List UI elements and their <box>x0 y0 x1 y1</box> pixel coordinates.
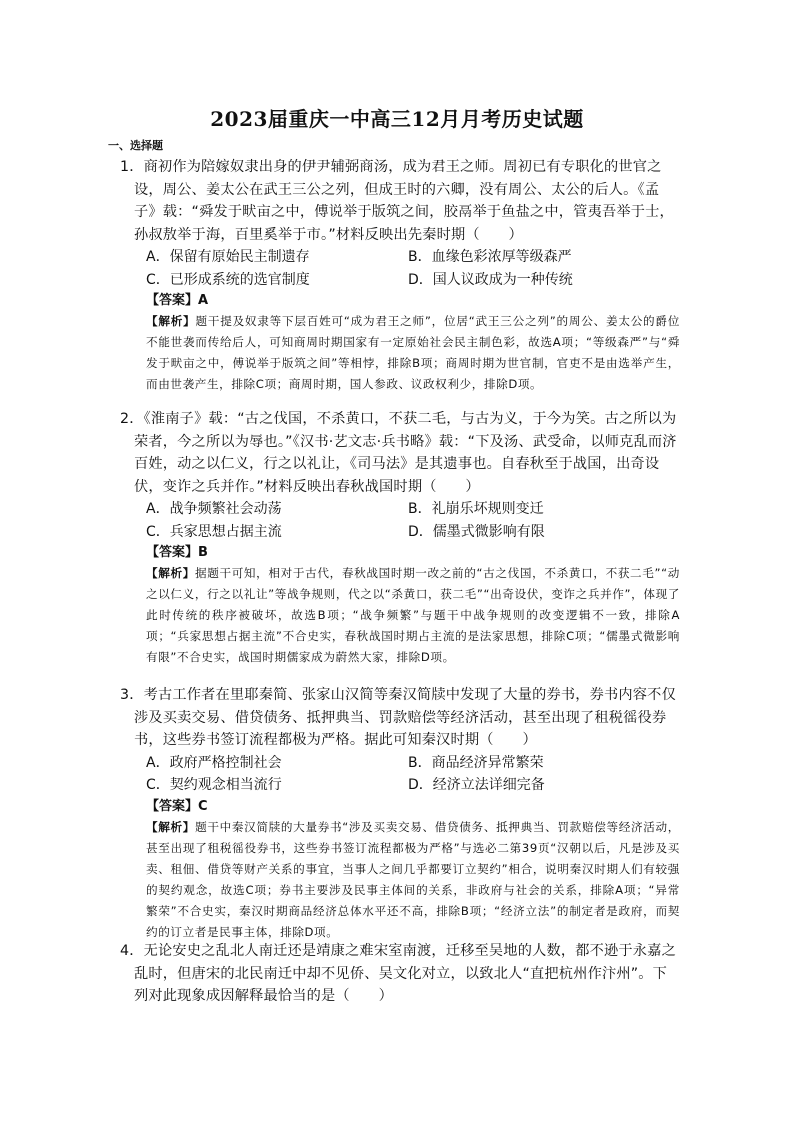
explanation-tag: 【解析】 <box>146 314 196 328</box>
question-2 <box>120 408 680 668</box>
answer: 【答案】A <box>146 293 209 308</box>
option-c: C．兵家思想占据主流 <box>146 523 282 540</box>
explanation-text: 题干提及奴隶等下层百姓可“成为君王之师”，位居“武王三公之列”的周公、姜太公的爵位不能世袭而传给后人，可知商周时期国家有一定原始社会民主制色彩，故选A项；“等级森严”与“舜发于畎亩之中，傅说举于版筑之间”等相悖，排除B项；商周时期为世官制，官吏不是由选举产生，而由世袭产生，排除C项；商周时期，国人参政、议政权利少，排除D项。 <box>146 314 680 391</box>
explanation-tag: 【解析】 <box>146 819 196 834</box>
options <box>120 498 680 543</box>
question-text: 1．商初作为陪嫁奴隶出身的伊尹辅弼商汤，成为君王之师。周初已有专职化的世官之设，周公、姜太公在武王三公之列，但成王时的六卿，没有周公、太公的后人。《孟子》载：“舜发于畎亩之中，傅说举于版筑之间，胶鬲举于鱼盐之中，管夷吾举于士，孙叔敖举于海，百里奚举于市。”材料反映出先秦时期（ ） <box>120 159 674 243</box>
answer: 【答案】C <box>146 798 208 814</box>
answer: 【答案】B <box>146 545 208 560</box>
option-a: A．战争频繁社会动荡 <box>146 501 282 517</box>
option-d: D．经济立法详细完备 <box>408 777 545 793</box>
explanation-tag: 【解析】 <box>146 566 195 580</box>
option-b: B．礼崩乐坏规则变迁 <box>408 501 544 517</box>
explanation <box>120 311 680 395</box>
option-b: B．商品经济异常繁荣 <box>408 754 544 771</box>
section-heading: 一、选择题 <box>108 139 163 152</box>
option-c: C．契约观念相当流行 <box>146 777 282 793</box>
question-1 <box>120 156 680 395</box>
question-text: 3．考古工作者在里耶秦简、张家山汉简等秦汉简牍中发现了大量的券书，券书内容不仅涉及买卖交易、借贷债务、抵押典当、罚款赔偿等经济活动，甚至出现了租税徭役券书，这些券书签订流程都极为严格。据此可知秦汉时期（ ） <box>120 687 676 748</box>
option-c: C．已形成系统的选官制度 <box>146 271 310 288</box>
explanation <box>120 817 680 943</box>
explanation <box>120 563 680 668</box>
options <box>120 752 680 797</box>
question-3 <box>120 684 680 943</box>
options <box>120 246 680 291</box>
page-title: 2023届重庆一中高三12月月考历史试题 <box>210 107 584 131</box>
option-d: D．国人议政成为一种传统 <box>408 271 573 288</box>
option-b: B．血缘色彩浓厚等级森严 <box>408 249 572 265</box>
question-text: 2．《淮南子》载：“古之伐国，不杀黄口，不获二毛，与古为义，于今为笑。古之所以为荣者，今之所以为辱也。”《汉书·艺文志·兵书略》载：“下及汤、武受命，以师克乱而济百姓，动之以仁义，行之以礼让，《司马法》是其遗事也。自春秋至于战国，出奇设伏，变诈之兵并作。”材料反映出春秋战国时期（ ） <box>120 411 677 495</box>
question-4 <box>120 940 680 1008</box>
option-a: A．政府严格控制社会 <box>146 754 282 771</box>
option-d: D．儒墨式微影响有限 <box>408 523 545 540</box>
question-text: 4．无论安史之乱北人南迁还是靖康之难宋室南渡，迁移至吴地的人数，都不逊于永嘉之乱时，但唐宋的北民南迁中却不见侨、吴文化对立，以致北人“直把杭州作汴州”。下列对此现象成因解释最恰当的是（ ） <box>120 943 676 1004</box>
option-a: A．保留有原始民主制遗存 <box>146 249 310 265</box>
explanation-text: 据题干可知，相对于古代，春秋战国时期一改之前的“古之伐国，不杀黄口，不获二毛”“动之以仁义，行之以礼让”等战争规则，代之以“杀黄口，获二毛”“出奇设伏，变诈之兵并作”，体现了此时传统的秩序被破坏，故选B项；“战争频繁”与题干中战争规则的改变逻辑不一致，排除A项；“兵家思想占据主流”不合史实，春秋战国时期占主流的是法家思想，排除C项；“儒墨式微影响有限”不合史实，战国时期儒家成为蔚然大家，排除D项。 <box>146 566 680 664</box>
explanation-text: 题干中秦汉简牍的大量券书“涉及买卖交易、借贷债务、抵押典当、罚款赔偿等经济活动，甚至出现了租税徭役券书，这些券书签订流程都极为严格”与选必二第39页“汉朝以后，凡是涉及买卖、租佃、借贷等财产关系的事宜，当事人之间几乎都要订立契约”相合，说明秦汉时期人们有较强的契约观念，故选C项；券书主要涉及民事主体间的关系，非政府与社会的关系，排除A项；“异常繁荣”不合史实，秦汉时期商品经济总体水平还不高，排除B项；“经济立法”的制定者是政府，而契约的订立者是民事主体，排除D项。 <box>146 819 680 939</box>
